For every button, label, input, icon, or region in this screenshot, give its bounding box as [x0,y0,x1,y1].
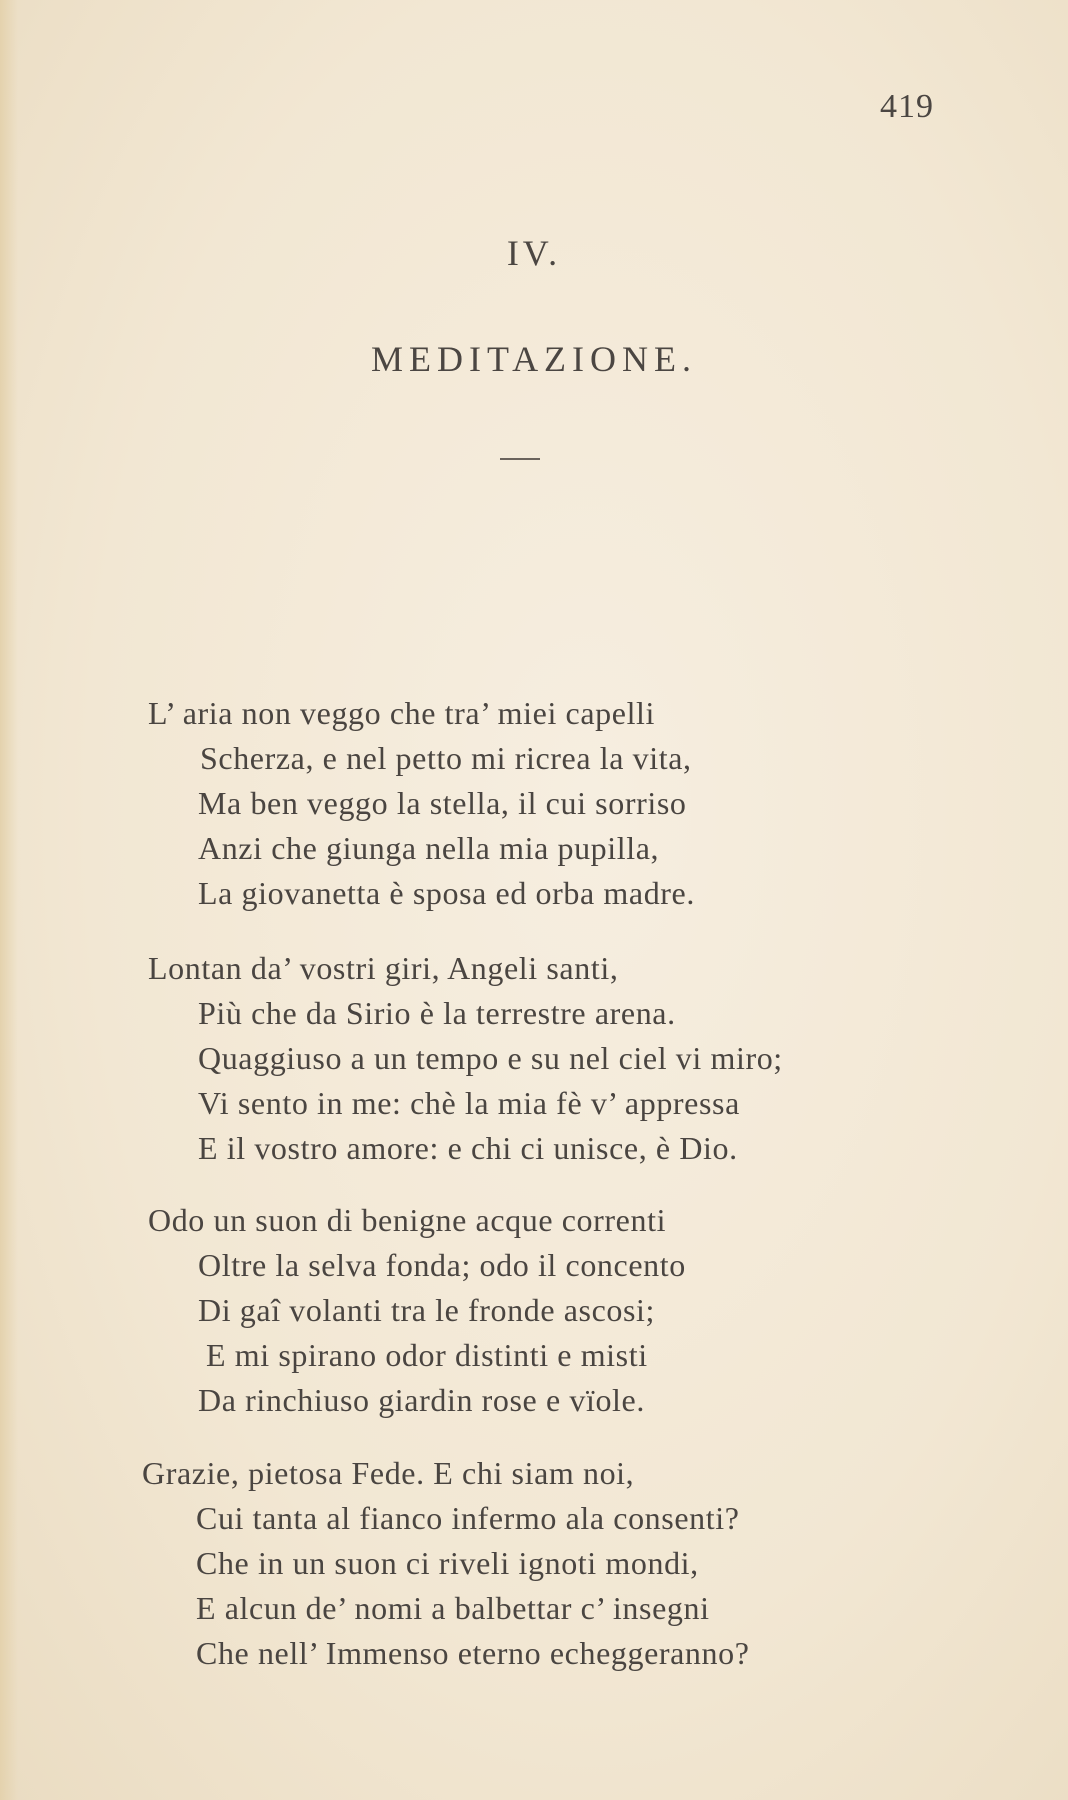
poem-line: Di gaî volanti tra le fronde ascosi; [198,1292,656,1328]
poem-line: Anzi che giunga nella mia pupilla, [198,830,660,866]
poem-line: Più che da Sirio è la terrestre arena. [198,995,676,1031]
poem-line: Lontan da’ vostri giri, Angeli santi, [148,950,619,986]
poem-line: Oltre la selva fonda; odo il concento [198,1247,686,1283]
poem-line: Quaggiuso a un tempo e su nel ciel vi miro; [198,1040,783,1076]
poem-line: Grazie, pietosa Fede. E chi siam noi, [142,1455,635,1491]
poem-line: Ma ben veggo la stella, il cui sorriso [198,785,687,821]
poem-line: Vi sento in me: chè la mia fè v’ appressa [198,1085,740,1121]
poem-line: E mi spirano odor distinti e misti [206,1337,648,1373]
poem-line: La giovanetta è sposa ed orba madre. [198,875,695,911]
page-number: 419 [880,88,934,125]
poem-line: Cui tanta al fianco infermo ala consenti? [196,1500,740,1536]
poem-line: Odo un suon di benigne acque correnti [148,1202,667,1238]
title-separator [500,458,540,460]
poem-line: Da rinchiuso giardin rose e vïole. [198,1382,645,1418]
poem-line: Che nell’ Immenso eterno echeggeranno? [196,1635,750,1671]
poem-line: L’ aria non veggo che tra’ miei capelli [148,695,656,731]
poem-line: E il vostro amore: e chi ci unisce, è Dio. [198,1130,738,1166]
chapter-number: IV. [506,233,562,273]
poem-title: MEDITAZIONE. [370,339,698,379]
poem-line: Che in un suon ci riveli ignoti mondi, [196,1545,699,1581]
poem-line: E alcun de’ nomi a balbettar c’ insegni [196,1590,710,1626]
poem-line: Scherza, e nel petto mi ricrea la vita, [200,740,692,776]
